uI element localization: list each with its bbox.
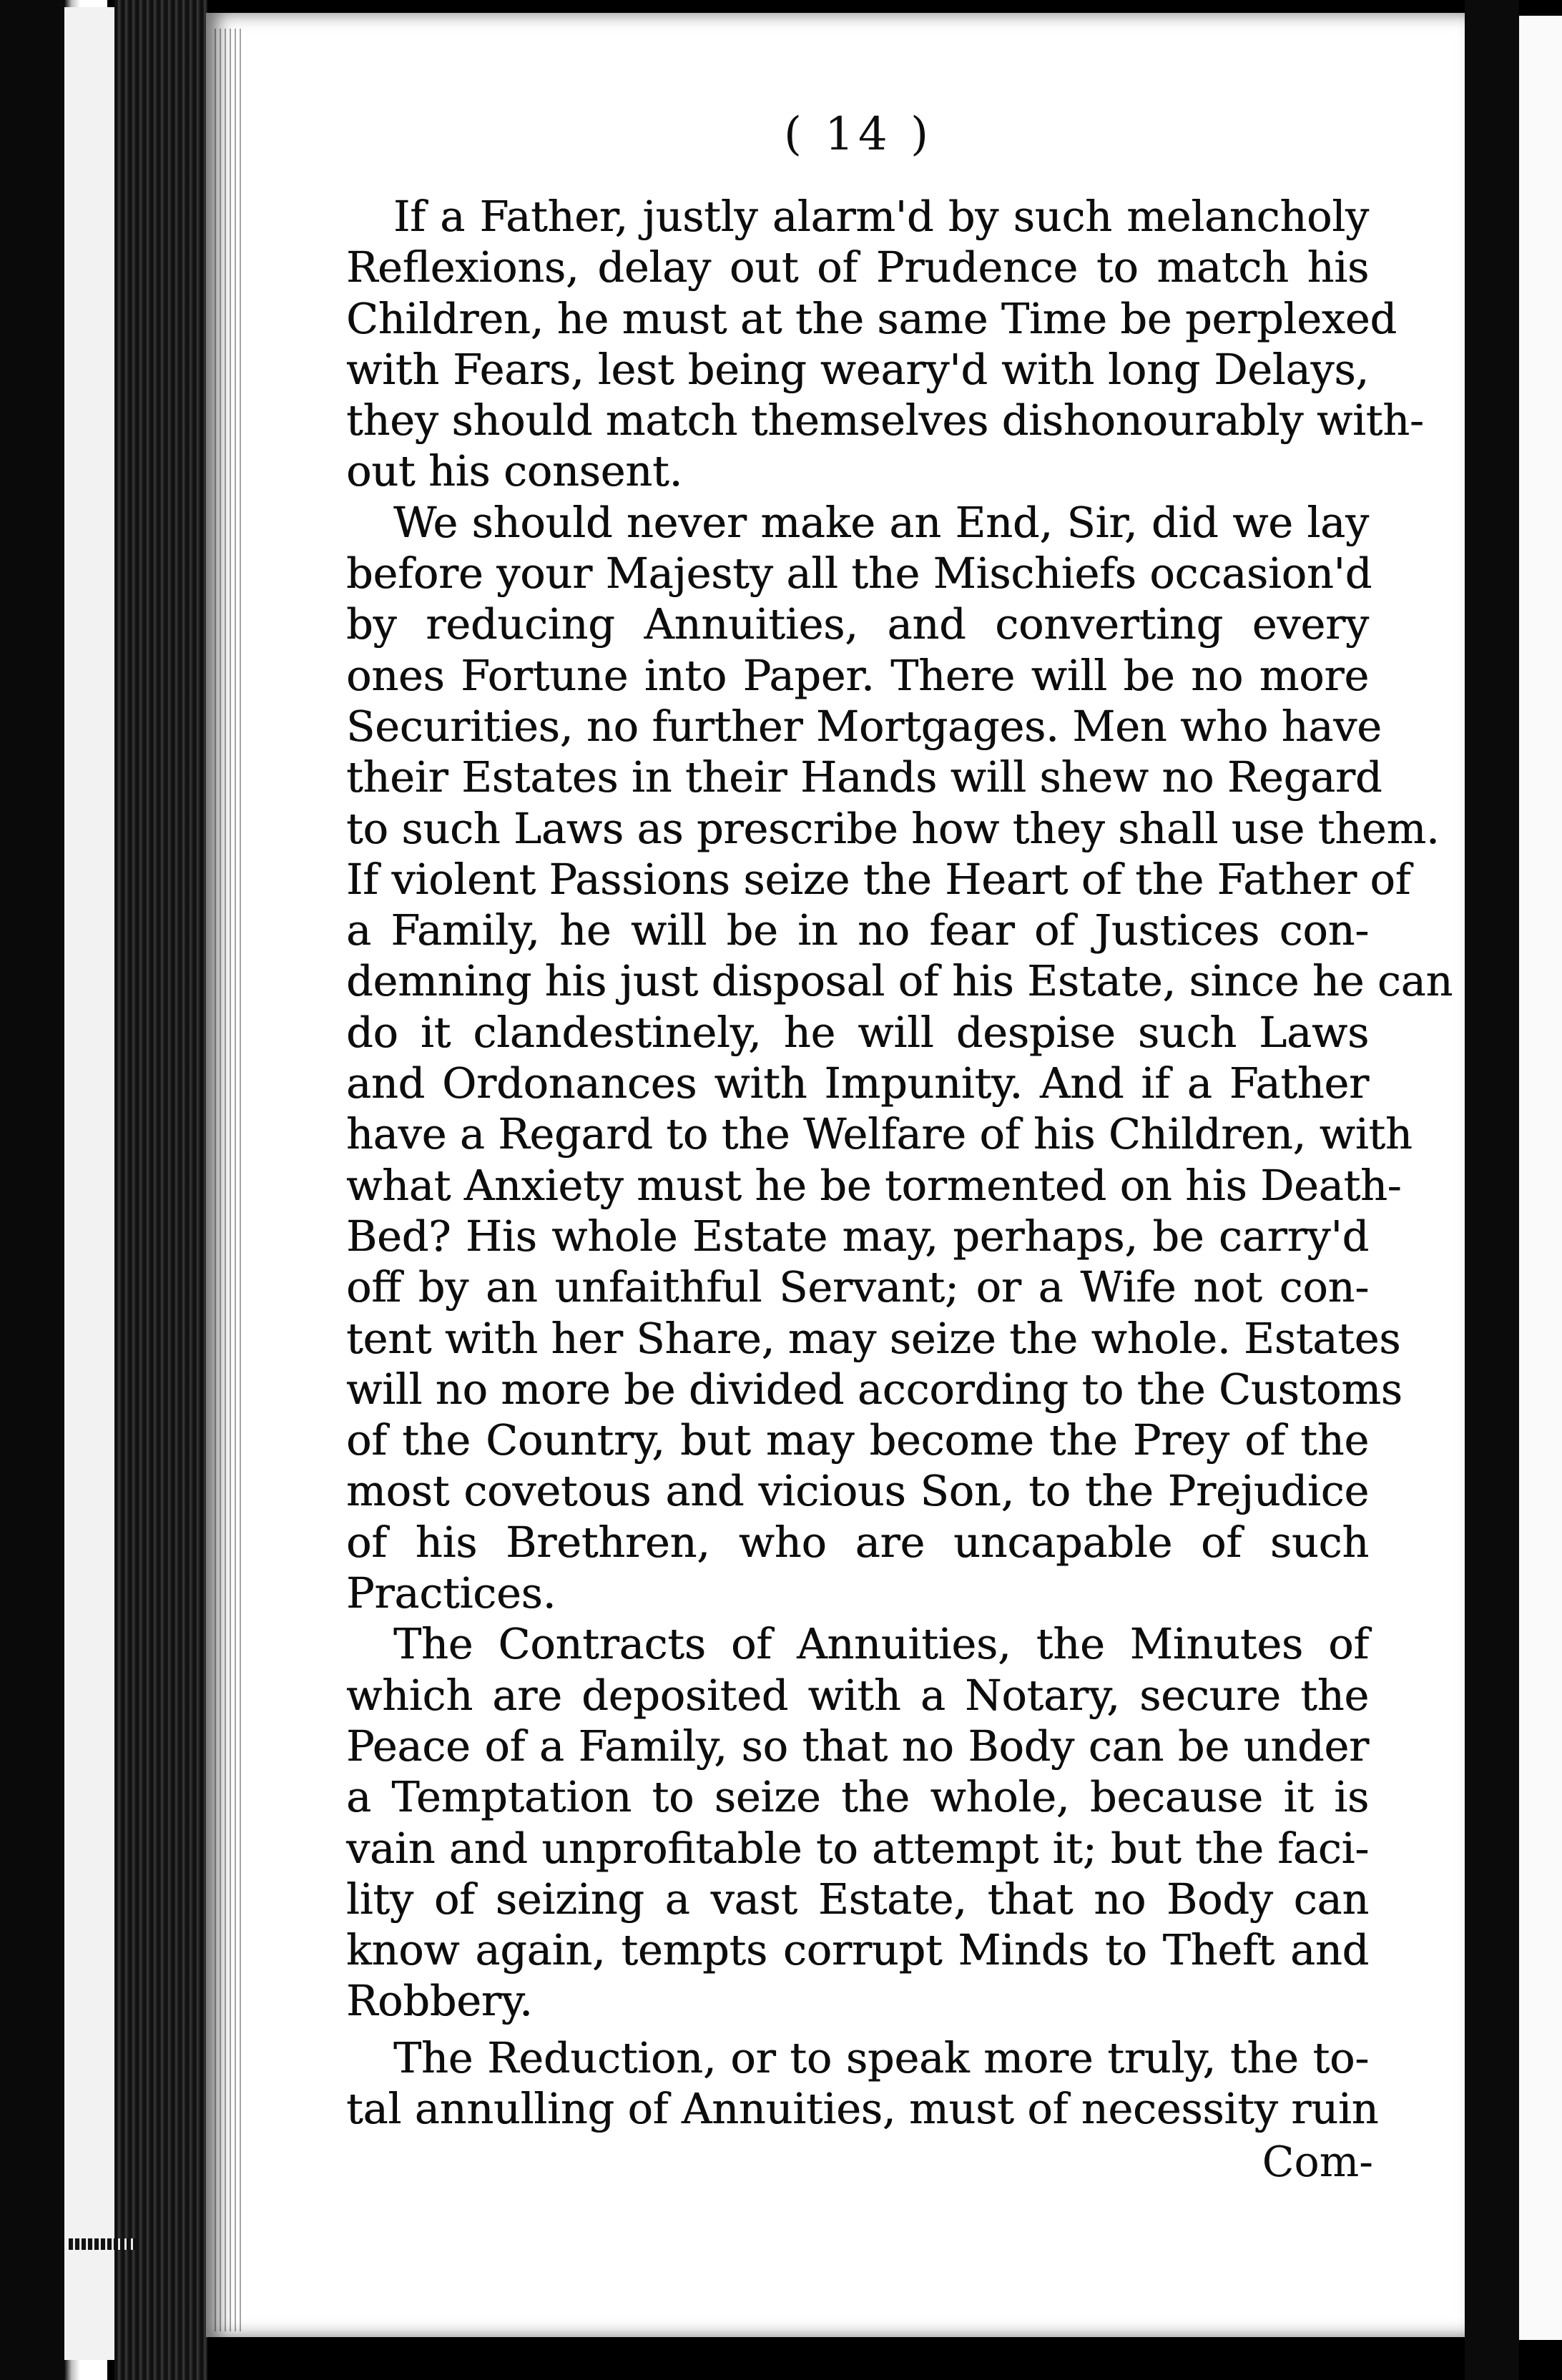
text-line: out his consent. <box>346 447 683 496</box>
next-page-edge <box>1519 16 1562 2340</box>
page-number: ( 14 ) <box>783 108 933 161</box>
text-line: with Fears, lest being weary'd with long Delays, <box>346 345 1369 394</box>
text-line: The Contracts of Annuities, the Minutes of <box>393 1620 1369 1669</box>
text-line: tal annulling of Annuities, must of necessity ruin <box>346 2084 1379 2133</box>
text-line: do it clandestinely, he will despise such Laws <box>346 1008 1369 1057</box>
text-line: vain and unprofitable to attempt it; but the faci- <box>346 1824 1369 1873</box>
text-line: The Reduction, or to speak more truly, the to- <box>393 2033 1369 2082</box>
text-line: their Estates in their Hands will shew no Regard <box>346 753 1382 802</box>
text-line: We should never make an End, Sir, did we lay <box>393 498 1369 547</box>
text-line: which are deposited with a Notary, secure the <box>346 1671 1369 1720</box>
text-line: Children, he must at the same Time be perplexed <box>346 294 1397 343</box>
text-line: Peace of a Family, so that no Body can be under <box>346 1721 1369 1771</box>
text-line: of the Country, but may become the Prey of the <box>346 1416 1369 1465</box>
catchword: Com- <box>1262 2138 1373 2186</box>
text-line: they should match themselves dishonourably with- <box>346 396 1424 446</box>
gutter-shadow-lines <box>215 29 243 2331</box>
text-line: lity of seizing a vast Estate, that no Body can <box>346 1874 1369 1924</box>
text-line: Robbery. <box>346 1977 533 2026</box>
text-line: tent with her Share, may seize the whole. Estates <box>346 1314 1401 1363</box>
library-stamp-mark <box>69 2238 137 2250</box>
text-line: a Temptation to seize the whole, because it is <box>346 1773 1369 1822</box>
text-line: a Family, he will be in no fear of Justices con- <box>346 906 1369 955</box>
text-line: demning his just disposal of his Estate, since he can <box>346 957 1453 1006</box>
right-dark-margin <box>1465 0 1519 2380</box>
text-line: what Anxiety must he be tormented on his Death- <box>346 1161 1402 1210</box>
text-line: Reflexions, delay out of Prudence to match his <box>346 243 1369 292</box>
text-line: to such Laws as prescribe how they shall use them. <box>346 804 1440 853</box>
text-line: will no more be divided according to the Customs <box>346 1364 1403 1414</box>
text-line: most covetous and vicious Son, to the Prejudice <box>346 1467 1369 1516</box>
text-line: and Ordonances with Impunity. And if a Father <box>346 1059 1369 1108</box>
text-line: Securities, no further Mortgages. Men who have <box>346 702 1382 751</box>
text-line: know again, tempts corrupt Minds to Theft and <box>346 1926 1369 1975</box>
text-line: before your Majesty all the Mischiefs occasion'd <box>346 549 1372 599</box>
text-line: Bed? His whole Estate may, perhaps, be carry'd <box>346 1211 1369 1261</box>
text-line: If a Father, justly alarm'd by such melancholy <box>393 192 1369 241</box>
book-binding-gutter <box>114 0 207 2380</box>
text-line: ones Fortune into Paper. There will be no more <box>346 651 1369 700</box>
previous-page-edge <box>64 7 116 2360</box>
text-line: Practices. <box>346 1569 556 1618</box>
body-text <box>346 192 1453 2135</box>
text-line: by reducing Annuities, and converting every <box>346 600 1369 649</box>
text-line: off by an unfaithful Servant; or a Wife not con- <box>346 1263 1369 1312</box>
text-line: If violent Passions seize the Heart of the Father of <box>346 855 1411 904</box>
text-line: have a Regard to the Welfare of his Children, with <box>346 1110 1413 1159</box>
text-line: of his Brethren, who are uncapable of such <box>346 1518 1369 1567</box>
